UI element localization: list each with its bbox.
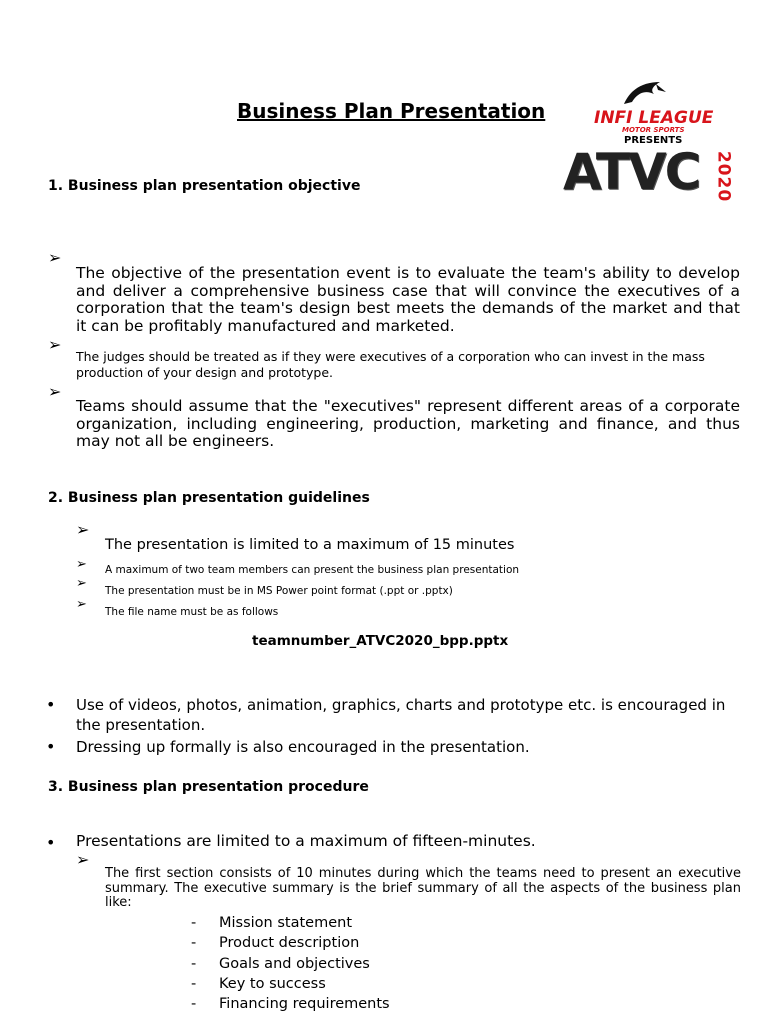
arrow-bullet-icon: ➢ (48, 248, 62, 267)
guideline-format: The presentation must be in MS Power point format (.ppt or .pptx) (105, 585, 453, 597)
event-logo-text: ATVC (563, 143, 700, 201)
executives-paragraph: Teams should assume that the "executives" represent different areas of a corporate organization, including engineering, production, marketing and finance, and thus may not all be engineers. (76, 397, 740, 450)
judges-paragraph: The judges should be treated as if they were executives of a corporation who can invest in the mass production of your design and prototype. (76, 349, 705, 380)
list-item: - Financing requirements (191, 996, 390, 1012)
brand-subtitle: MOTOR SPORTS (622, 126, 685, 134)
event-year: 2020 (713, 150, 734, 203)
section-2-heading: 2. Business plan presentation guidelines (48, 490, 370, 506)
time-limit-text: Presentations are limited to a maximum of fifteen-minutes. (76, 832, 536, 850)
arrow-bullet-icon: ➢ (48, 382, 62, 401)
arrow-bullet-icon: ➢ (76, 520, 90, 539)
bullet-icon: • (46, 833, 56, 852)
list-item: - Product description (191, 935, 360, 951)
arrow-bullet-icon: ➢ (76, 850, 90, 869)
filename-example: teamnumber_ATVC2020_bpp.pptx (252, 633, 509, 649)
section-3-heading: 3. Business plan presentation procedure (48, 779, 369, 795)
list-item: - Mission statement (191, 915, 352, 931)
brand-name: INFI LEAGUE (594, 108, 714, 128)
section-1-heading: 1. Business plan presentation objective (48, 178, 361, 194)
list-item: - Goals and objectives (191, 956, 370, 972)
arrow-bullet-icon: ➢ (76, 576, 87, 591)
bullet-icon: • (46, 695, 56, 714)
executive-summary-paragraph: The first section consists of 10 minutes during which the teams need to present an executive summary. The executive summary is the brief summary of all the aspects of the business plan like: (105, 866, 741, 910)
bird-logo-icon (620, 78, 670, 108)
arrow-bullet-icon: ➢ (76, 597, 87, 612)
page-title: Business Plan Presentation (237, 99, 546, 123)
objective-paragraph: The objective of the presentation event is to evaluate the team's ability to develop and deliver a comprehensive business case that will convince the executives of a corporation that the team's design best meets the demands of the market and that it can be profitably manufactured and marketed. (76, 264, 740, 335)
presents-label: PRESENTS (624, 135, 683, 146)
guideline-filename: The file name must be as follows (105, 606, 279, 618)
guideline-duration: The presentation is limited to a maximum of 15 minutes (105, 537, 515, 553)
list-item: - Key to success (191, 976, 326, 992)
encouraged-media-text: Use of videos, photos, animation, graphics, charts and prototype etc. is encouraged in the presentation. (76, 696, 726, 734)
bullet-icon: • (46, 737, 56, 756)
arrow-bullet-icon: ➢ (48, 335, 62, 354)
arrow-bullet-icon: ➢ (76, 557, 87, 572)
dress-code-text: Dressing up formally is also encouraged in the presentation. (76, 738, 530, 756)
guideline-presenters: A maximum of two team members can present the business plan presentation (105, 564, 520, 576)
